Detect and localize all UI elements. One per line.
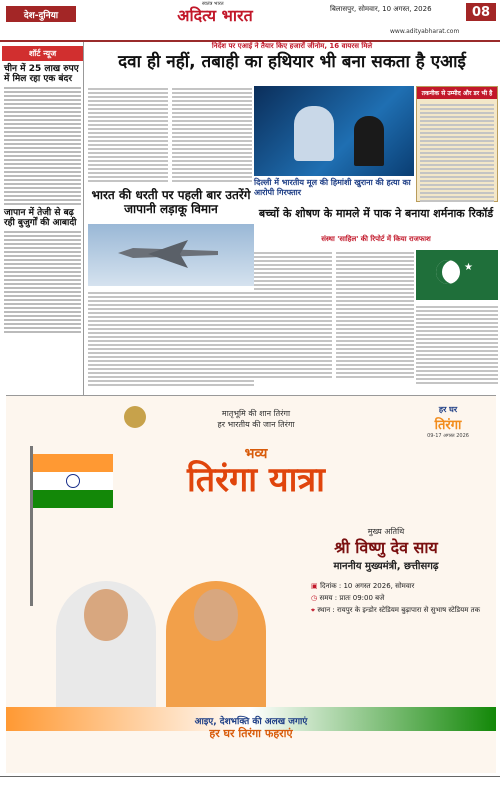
ad-subline-1: मातृभूमि की शान तिरंगा bbox=[221, 409, 291, 418]
chief-guest-name: श्री विष्णु देव साय bbox=[334, 538, 438, 557]
fighter-jet-photo bbox=[88, 224, 254, 286]
state-emblem-icon bbox=[124, 406, 146, 428]
event-date-text: दिनांक : 10 अगस्त 2026, सोमवार bbox=[320, 582, 415, 590]
slogan-line-1: आइए, देशभक्ति की अलख जगाएं bbox=[194, 717, 308, 727]
left-column bbox=[2, 42, 84, 404]
imprint-footer bbox=[0, 776, 500, 789]
logo-top-text: हर घर bbox=[438, 405, 458, 414]
scientist-figure bbox=[354, 116, 384, 166]
main-kicker: निर्देश पर एआई ने तैयार किए हजारों जीनोम, 16 वायरस मिले bbox=[211, 42, 373, 50]
leader-portrait-2 bbox=[166, 581, 266, 711]
story-headline-japan: जापान में तेजी से बढ़ रही बुजुर्गों की आबादी bbox=[4, 208, 77, 228]
chief-guest-label: मुख्य अतिथि bbox=[367, 527, 405, 536]
robot-figure bbox=[294, 106, 334, 161]
story-body-monkey bbox=[4, 87, 81, 205]
main-story-col1 bbox=[88, 86, 168, 186]
short-news-title: शॉर्ट न्यूज bbox=[2, 46, 83, 61]
jet-story-headline: भारत की धरती पर पहली बार उतरेंगे जापानी लड़ाकू विमान bbox=[91, 188, 251, 216]
hope-fear-sidebox bbox=[416, 86, 498, 202]
logo-tagline: स्वतंत्र भारत bbox=[202, 1, 224, 7]
jet-story-body bbox=[88, 290, 254, 390]
indian-flag-icon bbox=[33, 454, 113, 508]
ad-subline bbox=[156, 408, 356, 430]
main-story-col2 bbox=[172, 86, 252, 186]
newspaper-logo bbox=[150, 2, 280, 28]
pak-story-headline: बच्चों के शोषण के मामले में पाक ने बनाया शर्मनाक रिकॉर्ड bbox=[258, 207, 494, 220]
ad-bhavya: भव्य bbox=[244, 446, 268, 462]
ad-subline-2: हर भारतीय की जान तिरंगा bbox=[217, 420, 295, 429]
story-body-japan bbox=[4, 231, 81, 333]
pak-story-subhead: संस्था 'साहिल' की रिपोर्ट में किया राजफाश bbox=[321, 235, 431, 243]
ad-title: तिरंगा यात्रा bbox=[187, 460, 325, 500]
ai-robot-photo bbox=[254, 86, 414, 176]
website-url[interactable]: www.adityabharat.com bbox=[390, 28, 460, 35]
event-time: ◷ समय : प्रातः 09:00 बजे bbox=[311, 594, 385, 602]
sidebox-title: तकनीक से उम्मीद और डर भी है bbox=[417, 87, 497, 99]
event-date: ▣ दिनांक : 10 अगस्त 2026, सोमवार bbox=[311, 582, 415, 590]
pakistan-flag-photo bbox=[416, 250, 498, 300]
logo-date-text: 09-17 अगस्त 2026 bbox=[427, 433, 469, 439]
chief-guest-role: माननीय मुख्यमंत्री, छत्तीसगढ़ bbox=[333, 561, 439, 572]
main-headline: दवा ही नहीं, तबाही का हथियार भी बना सकता है एआई bbox=[118, 52, 466, 72]
masthead bbox=[0, 0, 500, 42]
pak-story-col2 bbox=[336, 250, 414, 390]
logo-text: अदित्य भारत bbox=[177, 6, 253, 25]
sidebox-body bbox=[417, 99, 497, 207]
pak-story-col3 bbox=[416, 304, 498, 390]
event-venue: ⌖ स्थान : रायपुर के इन्डोर स्टेडियम बुढ़ापारा से सुभाष स्टेडियम तक bbox=[311, 606, 481, 614]
dateline: बिलासपुर, सोमवार, 10 अगस्त, 2026 bbox=[330, 5, 432, 13]
logo-main-text: तिरंगा bbox=[434, 418, 462, 433]
event-time-text: समय : प्रातः 09:00 बजे bbox=[319, 594, 385, 602]
crescent-icon bbox=[436, 260, 460, 284]
star-icon: ★ bbox=[464, 262, 473, 273]
har-ghar-tiranga-logo bbox=[406, 404, 490, 439]
ad-slogan bbox=[126, 717, 376, 741]
tiranga-yatra-advertisement bbox=[6, 395, 496, 773]
story-headline-monkey: चीन में 25 लाख रुपए में मिल रहा एक बंदर bbox=[4, 64, 79, 84]
delhi-story-headline: दिल्ली में भारतीय मूल की हिमांशी खुराना की हत्या का आरोपी गिरफ्तार bbox=[254, 178, 411, 197]
page-number: 08 bbox=[466, 3, 496, 21]
pak-story-col1 bbox=[254, 250, 332, 390]
ashoka-chakra-icon bbox=[66, 474, 80, 488]
slogan-line-2: हर घर तिरंगा फहराएं bbox=[209, 727, 293, 740]
leader-portrait-1 bbox=[56, 581, 156, 711]
section-label: देश-दुनिया bbox=[6, 6, 76, 22]
event-venue-text: स्थान : रायपुर के इन्डोर स्टेडियम बुढ़ापारा से सुभाष स्टेडियम तक bbox=[317, 606, 481, 614]
